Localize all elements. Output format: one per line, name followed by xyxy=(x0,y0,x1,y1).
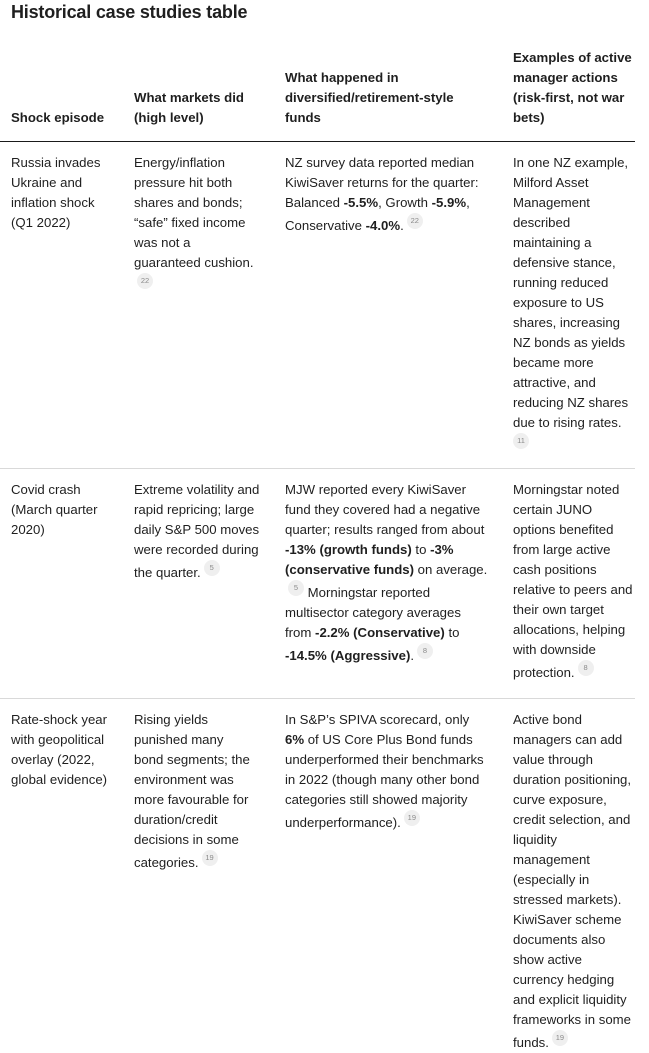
markets-text: Energy/inflation pressure hit both shares and bonds; “safe” fixed income was not a guaranteed cushion. xyxy=(134,155,254,270)
header-diversified-funds: What happened in diversified/retirement-style funds xyxy=(274,48,502,142)
markets-text: Rising yields punished many bond segments; the environment was more favourable for duration/credit decisions in some categories. xyxy=(134,712,250,870)
funds-text: . xyxy=(400,218,404,233)
cell-markets xyxy=(123,469,274,699)
cell-episode: Russia invades Ukraine and inflation shock (Q1 2022) xyxy=(0,142,123,469)
table-row xyxy=(0,469,635,699)
funds-figure: -2.2% (Conservative) xyxy=(315,625,445,640)
funds-figure: -14.5% (Aggressive) xyxy=(285,648,410,663)
funds-text: of US Core Plus Bond funds underperformed their benchmarks in 2022 (though many other bond categories still showed majority underperformance). xyxy=(285,732,484,830)
funds-figure: -4.0% xyxy=(366,218,400,233)
citation-badge[interactable]: 5 xyxy=(204,560,220,576)
funds-text: to xyxy=(412,542,430,557)
citation-badge[interactable]: 8 xyxy=(417,643,433,659)
actions-text: In one NZ example, Milford Asset Management described maintaining a defensive stance, running reduced exposure to US shares, increasing NZ bonds as yields became more attractive, and reducing NZ shares due to rising rates. xyxy=(513,155,628,430)
cell-funds xyxy=(274,469,502,699)
funds-text: on average. xyxy=(414,562,487,577)
funds-text: , Growth xyxy=(378,195,432,210)
cell-funds xyxy=(274,142,502,469)
funds-figure: 6% xyxy=(285,732,304,747)
citation-badge[interactable]: 5 xyxy=(288,580,304,596)
citation-badge[interactable]: 19 xyxy=(202,850,218,866)
citation-badge[interactable]: 22 xyxy=(407,213,423,229)
table-row xyxy=(0,699,635,1053)
funds-text: to xyxy=(445,625,460,640)
funds-figure: -5.5% xyxy=(344,195,378,210)
citation-badge[interactable]: 11 xyxy=(513,433,529,449)
cell-markets xyxy=(123,142,274,469)
citation-badge[interactable]: 19 xyxy=(552,1030,568,1046)
cell-markets xyxy=(123,699,274,1053)
table-header-row xyxy=(0,48,635,142)
page-title: Historical case studies table xyxy=(11,1,247,23)
cell-episode: Rate-shock year with geopolitical overlay (2022, global evidence) xyxy=(0,699,123,1053)
citation-badge[interactable]: 19 xyxy=(404,810,420,826)
funds-text: Morningstar reported multisector category averages from xyxy=(285,585,461,640)
table-row xyxy=(0,142,635,469)
cell-actions xyxy=(502,142,635,469)
funds-figure: -13% (growth funds) xyxy=(285,542,412,557)
funds-text: . xyxy=(410,648,414,663)
header-what-markets-did: What markets did (high level) xyxy=(123,48,274,142)
header-active-manager-actions: Examples of active manager actions (risk-first, not war bets) xyxy=(502,48,635,142)
cell-actions xyxy=(502,699,635,1053)
cell-episode: Covid crash (March quarter 2020) xyxy=(0,469,123,699)
markets-text: Extreme volatility and rapid repricing; large daily S&P 500 moves were recorded during the quarter. xyxy=(134,482,259,580)
funds-figure: -5.9% xyxy=(432,195,466,210)
header-shock-episode: Shock episode xyxy=(0,48,123,142)
funds-text: NZ survey data reported median KiwiSaver returns for the quarter: Balanced xyxy=(285,155,479,210)
funds-text: MJW reported every KiwiSaver fund they covered had a negative quarter; results ranged from about xyxy=(285,482,484,537)
cell-actions xyxy=(502,469,635,699)
funds-text: In S&P’s SPIVA scorecard, only xyxy=(285,712,469,727)
citation-badge[interactable]: 22 xyxy=(137,273,153,289)
funds-text: , Conservative xyxy=(285,195,470,233)
actions-text: Morningstar noted certain JUNO options benefited from large active cash positions relative to peers and their own target allocations, helping with downside protection. xyxy=(513,482,633,680)
case-studies-table xyxy=(0,48,635,1053)
funds-figure: -3% (conservative funds) xyxy=(285,542,454,577)
citation-badge[interactable]: 8 xyxy=(578,660,594,676)
actions-text: Active bond managers can add value through duration positioning, curve exposure, credit selection, and liquidity management (especially in stressed markets). KiwiSaver scheme documents also show active currency hedging and explicit liquidity frameworks in some funds. xyxy=(513,712,631,1050)
cell-funds xyxy=(274,699,502,1053)
